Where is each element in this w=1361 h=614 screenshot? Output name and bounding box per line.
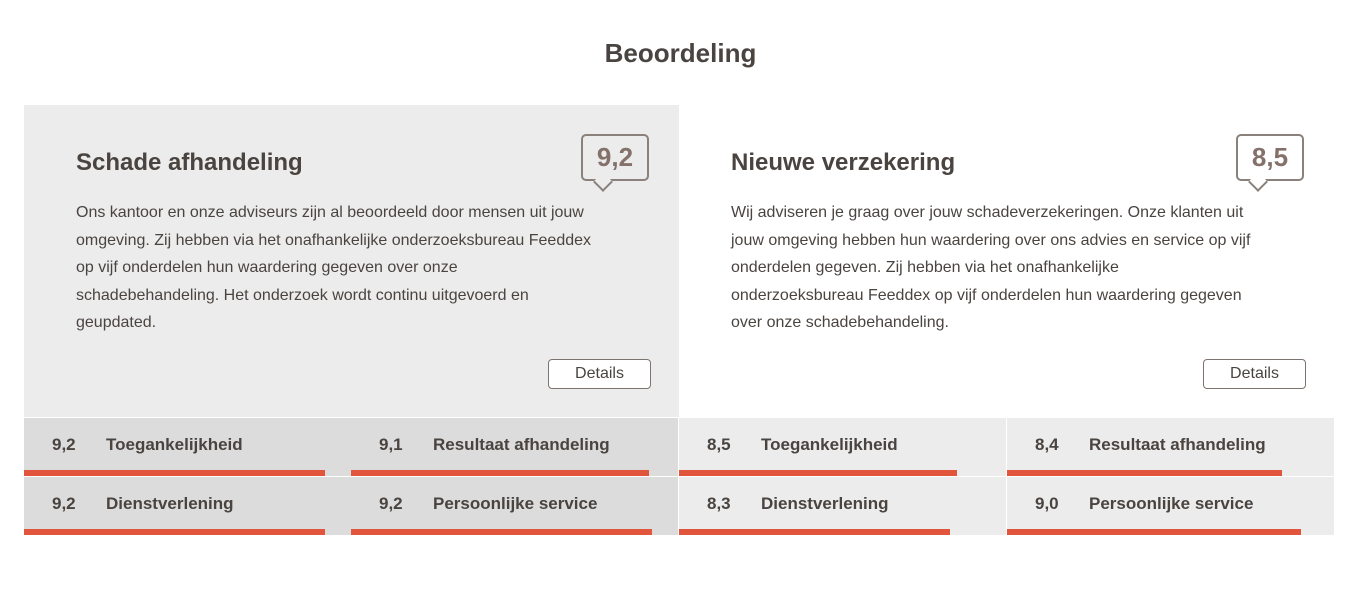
panel-description: Wij adviseren je graag over jouw schadeverzekeringen. Onze klanten uit jouw omgeving hebben hun waardering over ons advies en service op vijf onderdelen gegeven. Zij hebben via het onafhankelijke onderzoeksbureau Feeddex op vijf onderdelen hun waardering gegeven over onze schadebehandeling.: [731, 204, 1251, 332]
metric-label: Resultaat afhandeling: [433, 435, 610, 454]
panel-heading: Nieuwe verzekering: [731, 149, 956, 176]
details-button[interactable]: Details: [1203, 359, 1306, 389]
metric-label: Toegankelijkheid: [106, 435, 243, 454]
metric-bar: [679, 470, 957, 476]
metric-bar: [1007, 470, 1282, 476]
metric-label: Persoonlijke service: [1089, 494, 1254, 513]
nieuwe-verzekering-panel: [679, 105, 1334, 417]
metric-score: 9,0: [1035, 494, 1059, 513]
metric-score: 9,1: [379, 435, 403, 454]
metric-bar: [351, 470, 649, 476]
metric-score: 8,3: [707, 494, 731, 513]
metric-score: 8,4: [1035, 435, 1059, 454]
metric-row: [679, 477, 1006, 535]
metric-bar: [679, 529, 950, 535]
metric-row: [351, 477, 678, 535]
metric-row: [24, 477, 351, 535]
metric-label: Dienstverlening: [761, 494, 889, 513]
metric-row: [1007, 477, 1334, 535]
metric-bar: [1007, 529, 1301, 535]
metric-row: [679, 418, 1006, 476]
metric-bar: [24, 470, 325, 476]
score-bubble: 9,2: [581, 134, 649, 181]
metric-bar: [351, 529, 652, 535]
metric-row: [1007, 418, 1334, 476]
metric-label: Dienstverlening: [106, 494, 234, 513]
page-title: Beoordeling: [604, 38, 757, 68]
metric-score: 8,5: [707, 435, 731, 454]
metric-score: 9,2: [379, 494, 403, 513]
metric-bar: [24, 529, 325, 535]
panel-heading: Schade afhandeling: [76, 149, 303, 176]
metric-score: 9,2: [52, 435, 76, 454]
metric-row: [24, 418, 351, 476]
metric-label: Resultaat afhandeling: [1089, 435, 1266, 454]
metric-label: Toegankelijkheid: [761, 435, 898, 454]
metric-label: Persoonlijke service: [433, 494, 598, 513]
panel-description: Ons kantoor en onze adviseurs zijn al beoordeeld door mensen uit jouw omgeving. Zij hebben via het onafhankelijke onderzoeksbureau Feeddex op vijf onderdelen hun waardering gegeven over onze schadebehandeling. Het onderzoek wordt continu uitgevoerd en geupdated.: [76, 204, 592, 332]
details-button[interactable]: Details: [548, 359, 651, 389]
score-bubble: 8,5: [1236, 134, 1304, 181]
metric-row: [351, 418, 678, 476]
metric-score: 9,2: [52, 494, 76, 513]
schade-afhandeling-panel: [24, 105, 679, 417]
